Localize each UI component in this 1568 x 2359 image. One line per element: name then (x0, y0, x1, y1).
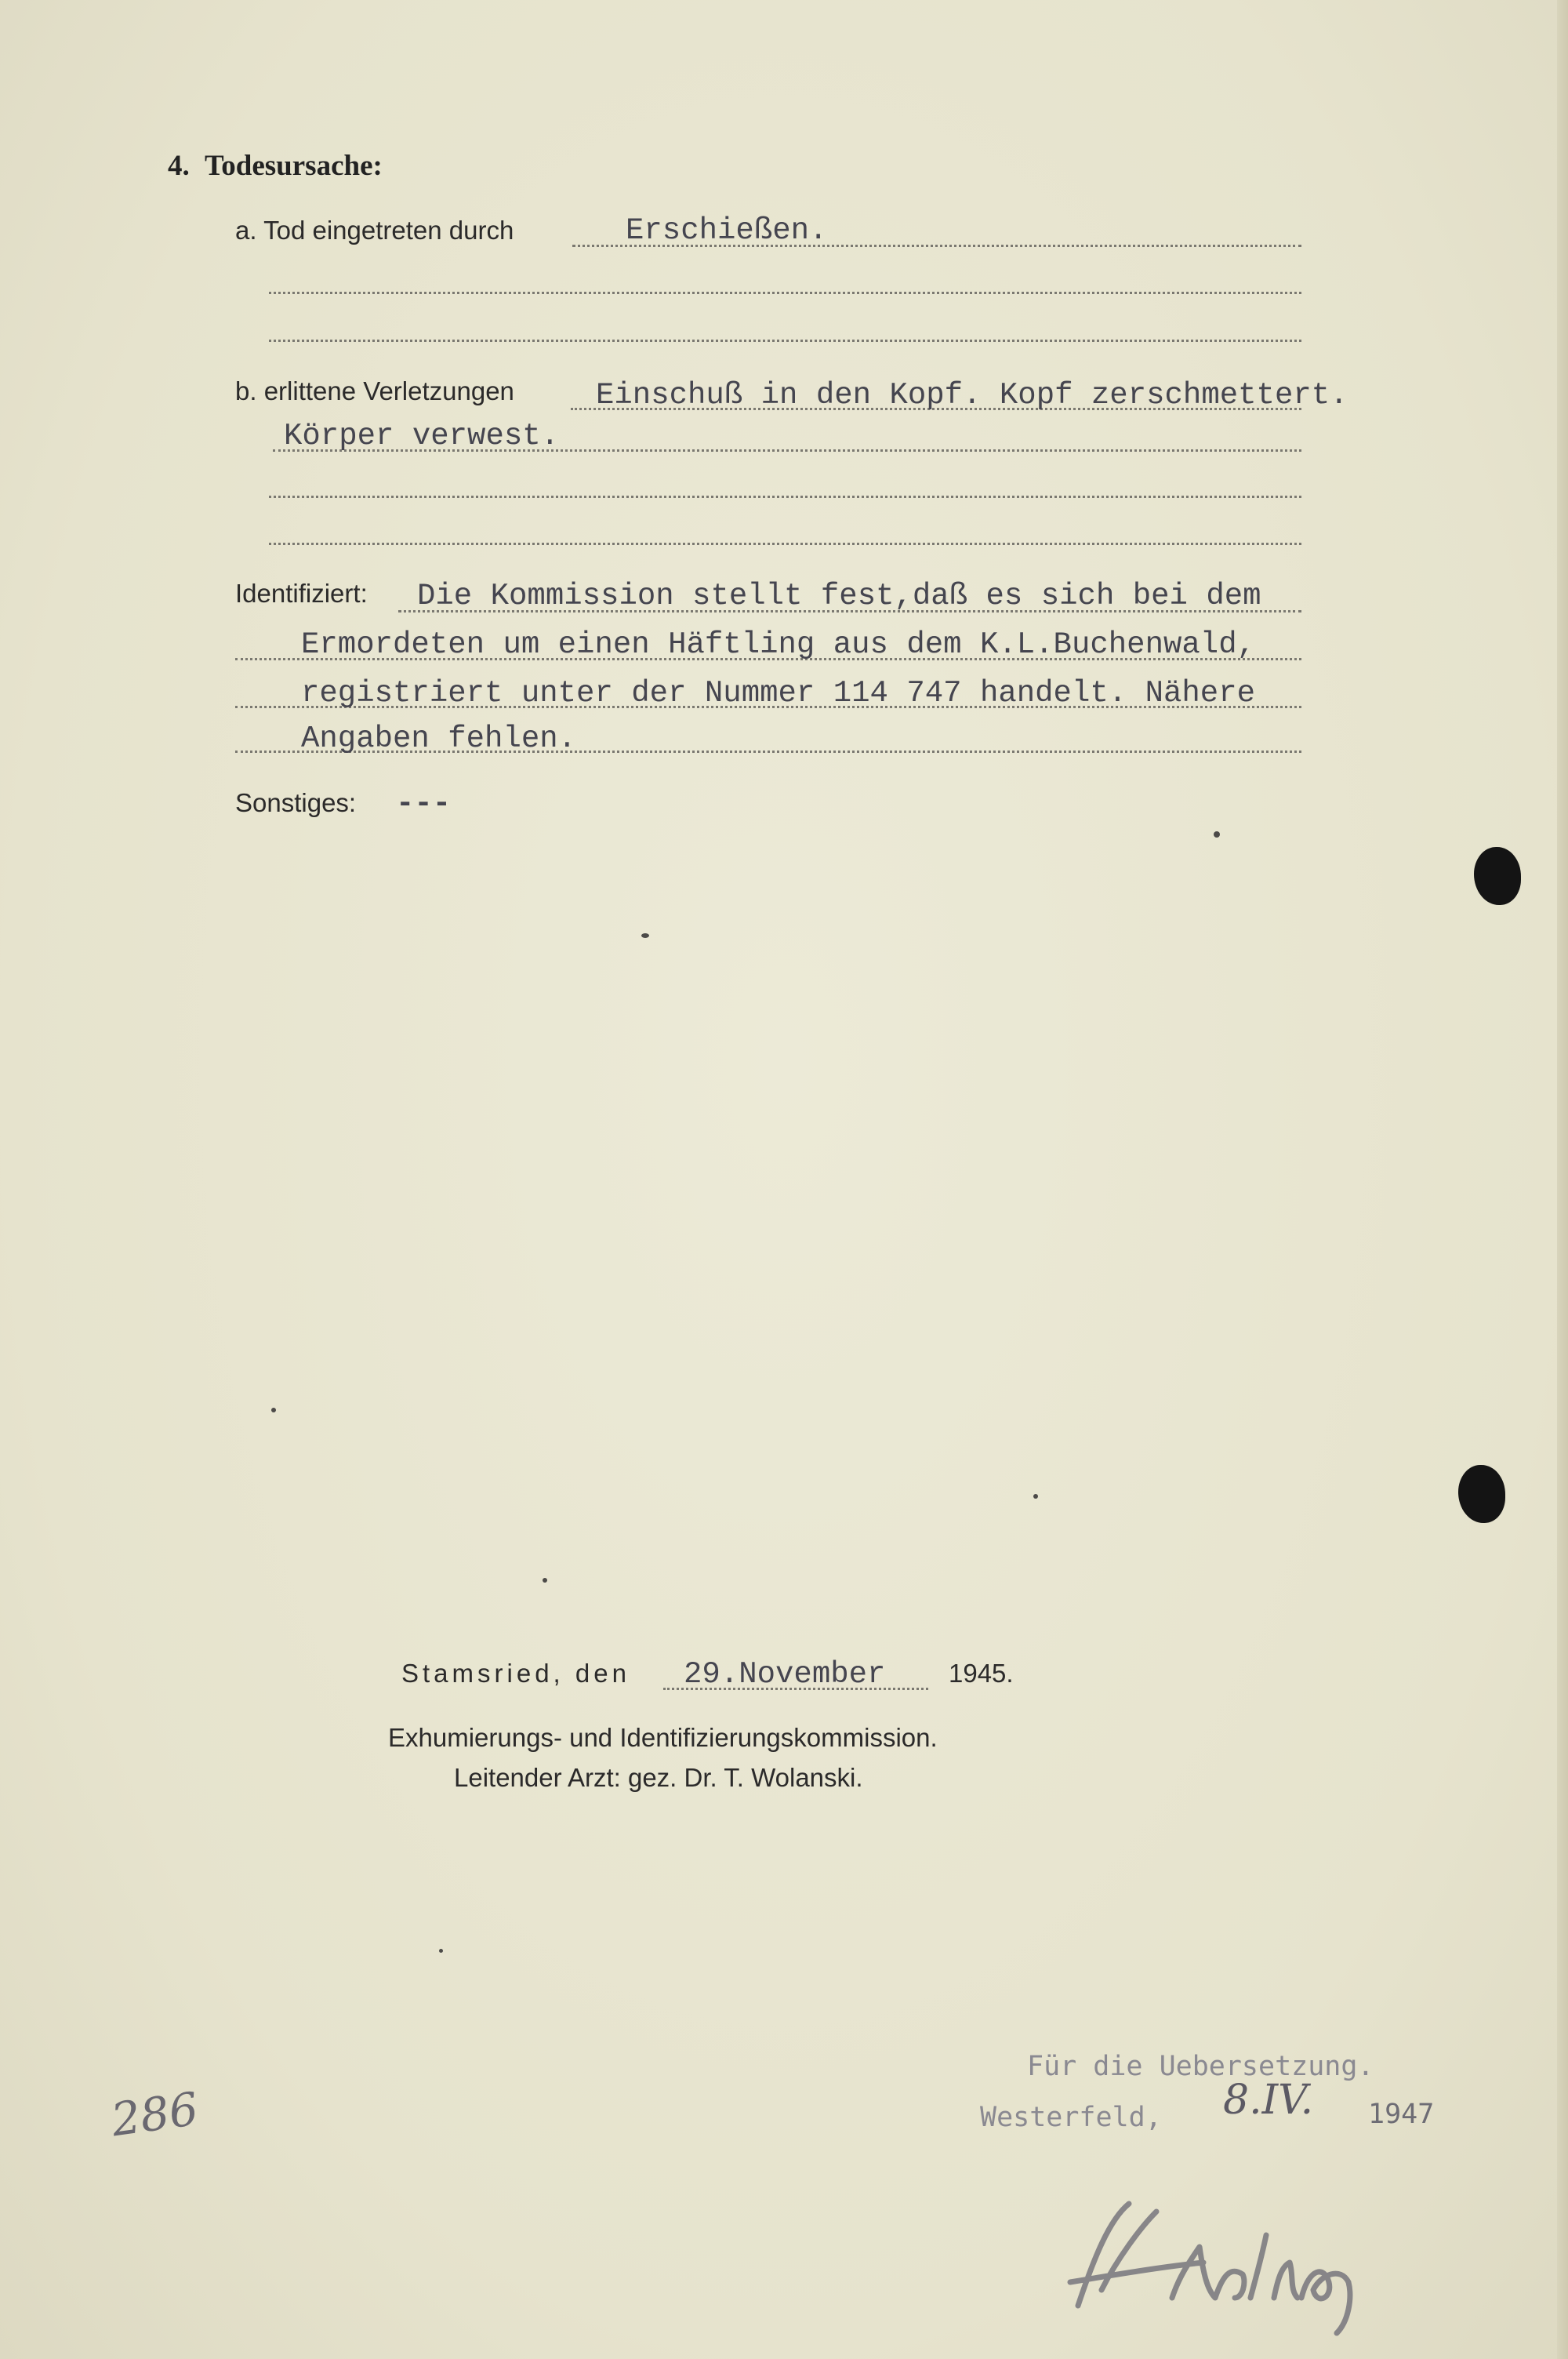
identified-line-2: Ermordeten um einen Häftling aus dem K.L.Buchenwald, (301, 627, 1255, 662)
paper-speck (641, 933, 649, 938)
section-heading (168, 149, 383, 183)
translation-note-date: 8.IV. (1223, 2077, 1314, 2124)
injuries-label: b. erlittene Verletzungen (235, 376, 514, 405)
cause-label: a. Tod eingetreten durch (235, 216, 514, 245)
paper-speck (271, 1408, 276, 1412)
identified-line-1: Die Kommission stellt fest,daß es sich bei dem (417, 579, 1261, 613)
other-label: Sonstiges: (235, 788, 357, 817)
place-label: Stamsried, den (401, 1659, 630, 1688)
translation-note-year: 1947 (1368, 2099, 1435, 2130)
injuries-dotted-line-4 (269, 543, 1301, 545)
margin-number: 286 (107, 2081, 201, 2147)
injuries-dotted-line-3 (269, 496, 1301, 498)
other-value: --- (396, 787, 452, 821)
punch-hole-top (1474, 847, 1521, 905)
identified-line-4: Angaben fehlen. (301, 722, 577, 756)
paper-speck (1033, 1494, 1038, 1499)
page-edge-shadow (1557, 0, 1568, 2359)
paper-speck (439, 1949, 443, 1953)
section-title: Todesursache: (205, 150, 383, 182)
commission-line: Exhumierungs- und Identifizierungskommission. (388, 1723, 938, 1752)
cause-value: Erschießen. (626, 213, 828, 248)
identified-line-3: registriert unter der Nummer 114 747 handelt. Nähere (301, 676, 1255, 711)
injuries-value-line1: Einschuß in den Kopf. Kopf zerschmettert. (596, 378, 1348, 413)
identified-label: Identifiziert: (235, 579, 368, 608)
paper-speck (1214, 831, 1220, 838)
doctor-line: Leitender Arzt: gez. Dr. T. Wolanski. (454, 1763, 863, 1792)
cause-dotted-line-3 (269, 340, 1301, 342)
cause-dotted-line-2 (269, 292, 1301, 294)
translation-note-line1: Für die Uebersetzung. (1027, 2051, 1374, 2082)
translation-note-place: Westerfeld, (980, 2102, 1162, 2133)
punch-hole-bottom (1458, 1465, 1505, 1523)
paper-speck (543, 1578, 547, 1583)
date-value: 29.November (684, 1657, 886, 1692)
section-number: 4. (168, 150, 190, 182)
handwritten-signature (1054, 2188, 1399, 2337)
injuries-value-line2: Körper verwest. (284, 419, 560, 453)
year-value: 1945. (949, 1659, 1014, 1688)
